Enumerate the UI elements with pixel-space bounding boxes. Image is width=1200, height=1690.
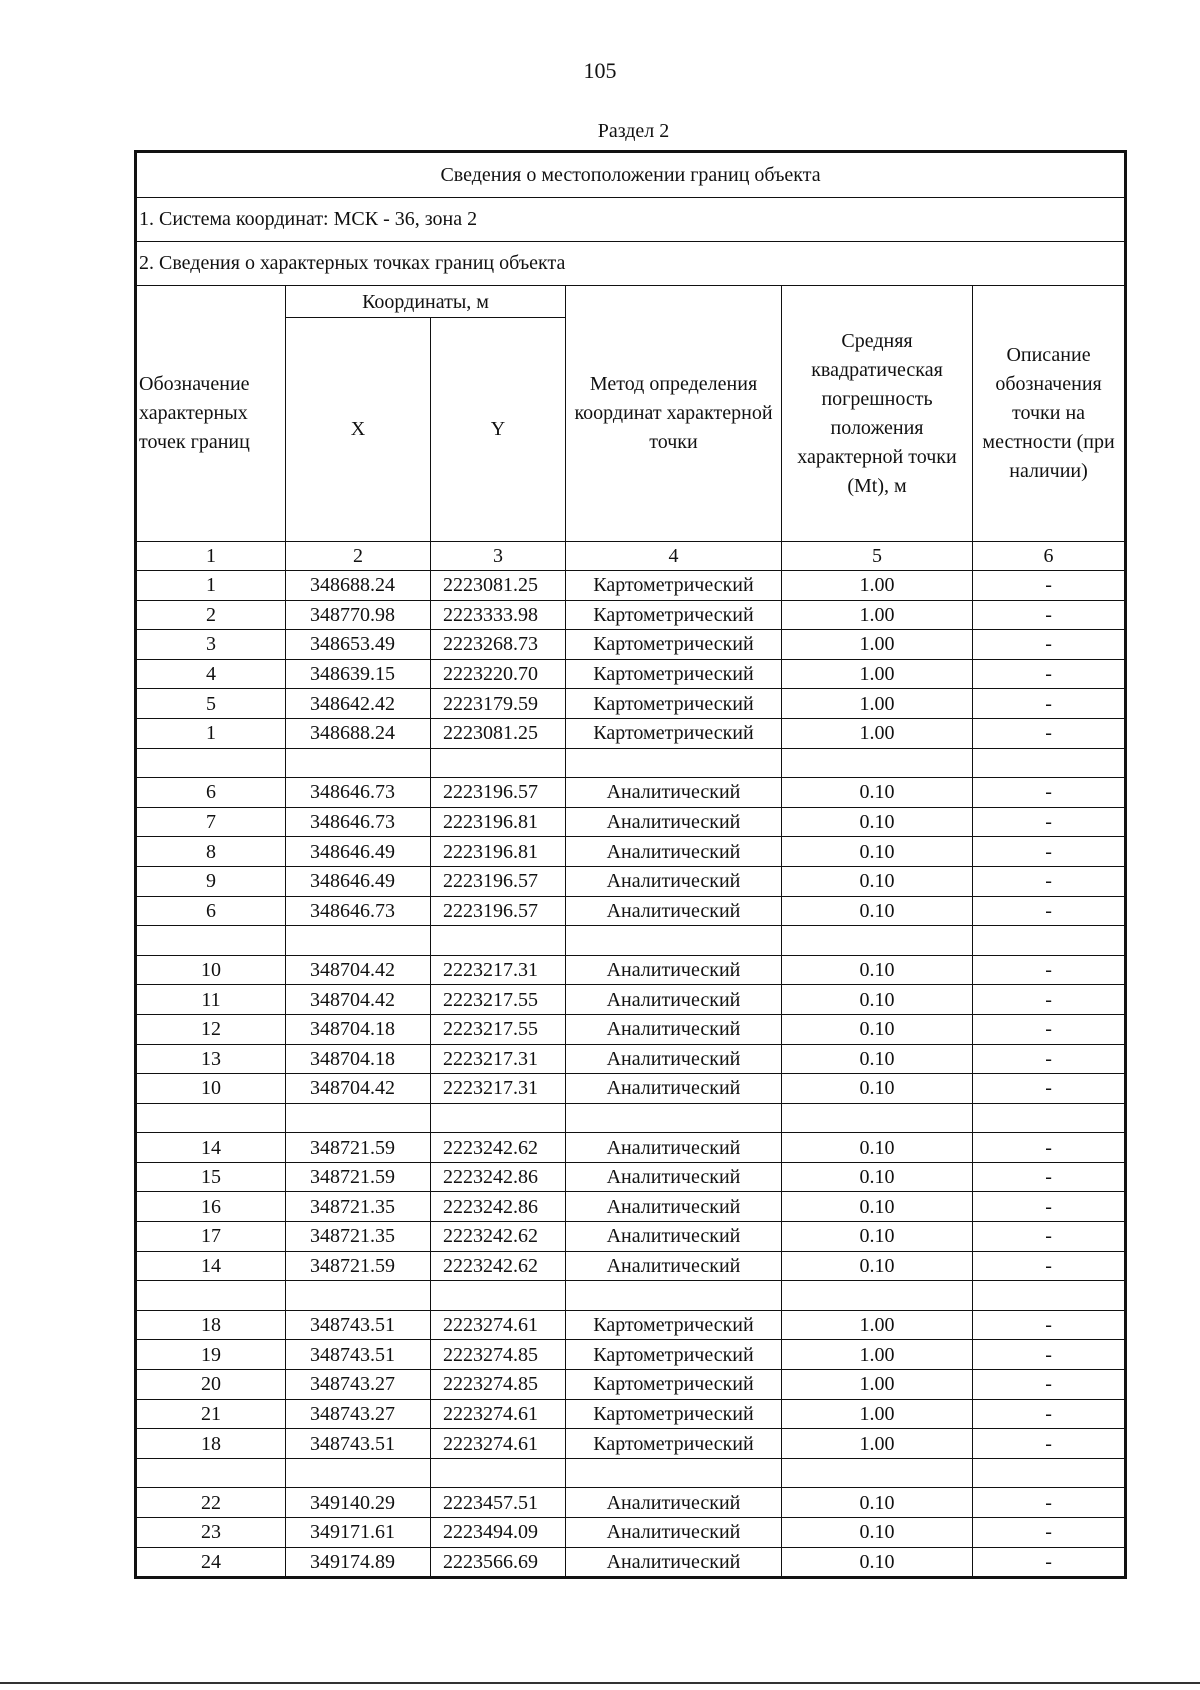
y-coordinate: 2223196.57 <box>431 866 566 896</box>
description-cell: - <box>973 1429 1125 1459</box>
y-coordinate: 2223196.81 <box>431 807 566 837</box>
error-cell: 0.10 <box>782 1251 973 1281</box>
y-coordinate: 2223217.55 <box>431 1014 566 1044</box>
x-coordinate: 348721.35 <box>286 1222 431 1252</box>
method-cell: Аналитический <box>566 1074 782 1104</box>
x-coordinate: 348743.27 <box>286 1370 431 1400</box>
coordinate-system: 1. Система координат: МСК - 36, зона 2 <box>137 198 1125 242</box>
point-designation: 17 <box>137 1222 286 1252</box>
y-coordinate: 2223196.57 <box>431 896 566 926</box>
description-cell: - <box>973 1370 1125 1400</box>
empty-cell <box>973 926 1125 956</box>
error-cell: 0.10 <box>782 1192 973 1222</box>
point-designation: 14 <box>137 1133 286 1163</box>
method-cell: Аналитический <box>566 1251 782 1281</box>
method-cell: Аналитический <box>566 896 782 926</box>
column-numbers-row <box>137 542 1125 571</box>
method-cell: Аналитический <box>566 985 782 1015</box>
method-cell: Картометрический <box>566 1429 782 1459</box>
x-coordinate: 348721.59 <box>286 1251 431 1281</box>
table-row <box>137 718 1125 748</box>
table-row <box>137 1074 1125 1104</box>
description-cell: - <box>973 1251 1125 1281</box>
method-cell: Аналитический <box>566 778 782 808</box>
x-coordinate: 349171.61 <box>286 1518 431 1548</box>
table-row <box>137 1399 1125 1429</box>
empty-cell <box>973 748 1125 778</box>
table-row <box>137 1518 1125 1548</box>
x-coordinate: 348646.73 <box>286 807 431 837</box>
table-row <box>137 1222 1125 1252</box>
x-coordinate: 348721.59 <box>286 1133 431 1163</box>
error-cell: 0.10 <box>782 1014 973 1044</box>
point-designation: 10 <box>137 1074 286 1104</box>
y-coordinate: 2223274.61 <box>431 1310 566 1340</box>
method-cell: Картометрический <box>566 659 782 689</box>
empty-cell <box>431 926 566 956</box>
point-designation: 21 <box>137 1399 286 1429</box>
point-designation: 22 <box>137 1488 286 1518</box>
x-coordinate: 348704.18 <box>286 1014 431 1044</box>
error-cell: 0.10 <box>782 1044 973 1074</box>
method-cell: Аналитический <box>566 1162 782 1192</box>
error-cell: 1.00 <box>782 571 973 601</box>
x-coordinate: 349174.89 <box>286 1547 431 1577</box>
table-row <box>137 659 1125 689</box>
points-header: 2. Сведения о характерных точках границ объекта <box>137 242 1125 286</box>
table-row <box>137 1429 1125 1459</box>
table-row <box>137 571 1125 601</box>
error-cell: 1.00 <box>782 718 973 748</box>
point-designation: 18 <box>137 1429 286 1459</box>
empty-cell <box>973 1458 1125 1488</box>
method-cell: Картометрический <box>566 1340 782 1370</box>
x-coordinate: 348743.27 <box>286 1399 431 1429</box>
description-cell: - <box>973 866 1125 896</box>
point-designation: 1 <box>137 718 286 748</box>
point-designation: 6 <box>137 896 286 926</box>
column-method-header: Метод определения координат характерной точки <box>566 286 782 542</box>
error-cell: 0.10 <box>782 1518 973 1548</box>
x-coordinate: 348688.24 <box>286 718 431 748</box>
error-cell: 0.10 <box>782 866 973 896</box>
y-coordinate: 2223196.81 <box>431 837 566 867</box>
empty-cell <box>566 926 782 956</box>
description-cell: - <box>973 718 1125 748</box>
empty-cell <box>137 1103 286 1133</box>
empty-cell <box>973 1103 1125 1133</box>
y-coordinate: 2223242.62 <box>431 1133 566 1163</box>
y-coordinate: 2223274.85 <box>431 1370 566 1400</box>
method-cell: Картометрический <box>566 1370 782 1400</box>
y-coordinate: 2223242.62 <box>431 1222 566 1252</box>
description-cell: - <box>973 807 1125 837</box>
description-cell: - <box>973 1014 1125 1044</box>
table-row <box>137 1310 1125 1340</box>
column-designation-header: Обозначение характерных точек границ <box>137 286 286 542</box>
point-designation: 6 <box>137 778 286 808</box>
method-cell: Аналитический <box>566 1133 782 1163</box>
column-number: 3 <box>431 542 566 571</box>
empty-cell <box>286 1103 431 1133</box>
y-coordinate: 2223242.86 <box>431 1162 566 1192</box>
x-coordinate: 348743.51 <box>286 1310 431 1340</box>
separator-row <box>137 1103 1125 1133</box>
method-cell: Аналитический <box>566 1222 782 1252</box>
separator-row <box>137 926 1125 956</box>
table-row <box>137 1340 1125 1370</box>
column-number: 2 <box>286 542 431 571</box>
error-cell: 0.10 <box>782 837 973 867</box>
description-cell: - <box>973 1488 1125 1518</box>
error-cell: 1.00 <box>782 600 973 630</box>
error-cell: 0.10 <box>782 778 973 808</box>
y-coordinate: 2223274.61 <box>431 1429 566 1459</box>
description-cell: - <box>973 1162 1125 1192</box>
empty-cell <box>782 1103 973 1133</box>
point-designation: 24 <box>137 1547 286 1577</box>
empty-cell <box>137 926 286 956</box>
error-cell: 1.00 <box>782 1310 973 1340</box>
point-designation: 11 <box>137 985 286 1015</box>
description-cell: - <box>973 689 1125 719</box>
y-coordinate: 2223196.57 <box>431 778 566 808</box>
method-cell: Аналитический <box>566 1192 782 1222</box>
empty-cell <box>566 1458 782 1488</box>
x-coordinate: 348704.18 <box>286 1044 431 1074</box>
method-cell: Картометрический <box>566 600 782 630</box>
table-row <box>137 1133 1125 1163</box>
point-designation: 8 <box>137 837 286 867</box>
empty-cell <box>137 1458 286 1488</box>
description-cell: - <box>973 1547 1125 1577</box>
point-designation: 10 <box>137 955 286 985</box>
column-number: 5 <box>782 542 973 571</box>
method-cell: Картометрический <box>566 718 782 748</box>
separator-row <box>137 1458 1125 1488</box>
x-coordinate: 348704.42 <box>286 955 431 985</box>
error-cell: 1.00 <box>782 1370 973 1400</box>
table-row <box>137 1044 1125 1074</box>
empty-cell <box>431 1281 566 1311</box>
table-row <box>137 1547 1125 1577</box>
y-coordinate: 2223274.61 <box>431 1399 566 1429</box>
x-coordinate: 349140.29 <box>286 1488 431 1518</box>
method-cell: Картометрический <box>566 630 782 660</box>
empty-cell <box>782 1458 973 1488</box>
empty-cell <box>286 1281 431 1311</box>
error-cell: 0.10 <box>782 1133 973 1163</box>
table-row <box>137 1014 1125 1044</box>
error-cell: 0.10 <box>782 1222 973 1252</box>
error-cell: 0.10 <box>782 807 973 837</box>
point-designation: 20 <box>137 1370 286 1400</box>
point-designation: 14 <box>137 1251 286 1281</box>
error-cell: 0.10 <box>782 985 973 1015</box>
error-cell: 1.00 <box>782 1340 973 1370</box>
empty-cell <box>431 1458 566 1488</box>
y-coordinate: 2223566.69 <box>431 1547 566 1577</box>
table-row <box>137 807 1125 837</box>
point-designation: 12 <box>137 1014 286 1044</box>
empty-cell <box>782 926 973 956</box>
description-cell: - <box>973 600 1125 630</box>
y-coordinate: 2223217.55 <box>431 985 566 1015</box>
y-coordinate: 2223217.31 <box>431 1044 566 1074</box>
x-coordinate: 348646.73 <box>286 778 431 808</box>
description-cell: - <box>973 1340 1125 1370</box>
method-cell: Аналитический <box>566 1044 782 1074</box>
x-coordinate: 348646.73 <box>286 896 431 926</box>
table-row <box>137 896 1125 926</box>
empty-cell <box>973 1281 1125 1311</box>
error-cell: 0.10 <box>782 896 973 926</box>
table-row <box>137 866 1125 896</box>
y-coordinate: 2223179.59 <box>431 689 566 719</box>
column-y-header: Y <box>431 318 566 542</box>
table-row <box>137 985 1125 1015</box>
table-row <box>137 1162 1125 1192</box>
section-title: Раздел 2 <box>597 120 670 142</box>
method-cell: Картометрический <box>566 571 782 601</box>
empty-cell <box>286 1458 431 1488</box>
y-coordinate: 2223217.31 <box>431 1074 566 1104</box>
column-number: 6 <box>973 542 1125 571</box>
empty-cell <box>566 1281 782 1311</box>
point-designation: 15 <box>137 1162 286 1192</box>
table-title: Сведения о местоположении границ объекта <box>137 153 1125 198</box>
description-cell: - <box>973 1222 1125 1252</box>
error-cell: 1.00 <box>782 659 973 689</box>
method-cell: Аналитический <box>566 1547 782 1577</box>
table-row <box>137 1251 1125 1281</box>
method-cell: Картометрический <box>566 1399 782 1429</box>
y-coordinate: 2223217.31 <box>431 955 566 985</box>
error-cell: 0.10 <box>782 955 973 985</box>
method-cell: Картометрический <box>566 689 782 719</box>
y-coordinate: 2223081.25 <box>431 571 566 601</box>
description-cell: - <box>973 571 1125 601</box>
table-row <box>137 1192 1125 1222</box>
point-designation: 19 <box>137 1340 286 1370</box>
y-coordinate: 2223242.62 <box>431 1251 566 1281</box>
error-cell: 0.10 <box>782 1547 973 1577</box>
point-designation: 2 <box>137 600 286 630</box>
description-cell: - <box>973 1074 1125 1104</box>
point-designation: 23 <box>137 1518 286 1548</box>
x-coordinate: 348770.98 <box>286 600 431 630</box>
table-row <box>137 837 1125 867</box>
description-cell: - <box>973 1310 1125 1340</box>
description-cell: - <box>973 630 1125 660</box>
error-cell: 0.10 <box>782 1162 973 1192</box>
point-designation: 16 <box>137 1192 286 1222</box>
table-row <box>137 1488 1125 1518</box>
table-row <box>137 778 1125 808</box>
point-designation: 13 <box>137 1044 286 1074</box>
description-cell: - <box>973 778 1125 808</box>
method-cell: Аналитический <box>566 955 782 985</box>
method-cell: Аналитический <box>566 837 782 867</box>
empty-cell <box>431 1103 566 1133</box>
description-cell: - <box>973 659 1125 689</box>
point-designation: 18 <box>137 1310 286 1340</box>
x-coordinate: 348721.59 <box>286 1162 431 1192</box>
x-coordinate: 348704.42 <box>286 985 431 1015</box>
error-cell: 1.00 <box>782 1399 973 1429</box>
y-coordinate: 2223494.09 <box>431 1518 566 1548</box>
description-cell: - <box>973 1044 1125 1074</box>
x-coordinate: 348743.51 <box>286 1340 431 1370</box>
description-cell: - <box>973 1192 1125 1222</box>
x-coordinate: 348639.15 <box>286 659 431 689</box>
x-coordinate: 348704.42 <box>286 1074 431 1104</box>
x-coordinate: 348653.49 <box>286 630 431 660</box>
error-cell: 0.10 <box>782 1074 973 1104</box>
description-cell: - <box>973 1518 1125 1548</box>
method-cell: Аналитический <box>566 1518 782 1548</box>
error-cell: 1.00 <box>782 689 973 719</box>
separator-row <box>137 1281 1125 1311</box>
column-x-header: X <box>286 318 431 542</box>
method-cell: Аналитический <box>566 807 782 837</box>
point-designation: 3 <box>137 630 286 660</box>
method-cell: Аналитический <box>566 866 782 896</box>
point-designation: 7 <box>137 807 286 837</box>
error-cell: 1.00 <box>782 1429 973 1459</box>
error-cell: 0.10 <box>782 1488 973 1518</box>
boundary-coordinates-table <box>136 152 1125 1577</box>
description-cell: - <box>973 896 1125 926</box>
empty-cell <box>431 748 566 778</box>
column-description-header: Описание обозначения точки на местности (при наличии) <box>973 286 1125 542</box>
empty-cell <box>286 926 431 956</box>
y-coordinate: 2223274.85 <box>431 1340 566 1370</box>
error-cell: 1.00 <box>782 630 973 660</box>
point-designation: 9 <box>137 866 286 896</box>
empty-cell <box>566 1103 782 1133</box>
column-number: 1 <box>137 542 286 571</box>
point-designation: 5 <box>137 689 286 719</box>
column-number: 4 <box>566 542 782 571</box>
point-designation: 4 <box>137 659 286 689</box>
point-designation: 1 <box>137 571 286 601</box>
x-coordinate: 348743.51 <box>286 1429 431 1459</box>
description-cell: - <box>973 837 1125 867</box>
y-coordinate: 2223268.73 <box>431 630 566 660</box>
column-coordinates-header: Координаты, м <box>286 286 566 318</box>
page-number: 105 <box>583 58 617 83</box>
description-cell: - <box>973 1399 1125 1429</box>
x-coordinate: 348688.24 <box>286 571 431 601</box>
description-cell: - <box>973 985 1125 1015</box>
empty-cell <box>566 748 782 778</box>
y-coordinate: 2223220.70 <box>431 659 566 689</box>
empty-cell <box>286 748 431 778</box>
empty-cell <box>137 1281 286 1311</box>
method-cell: Аналитический <box>566 1488 782 1518</box>
y-coordinate: 2223242.86 <box>431 1192 566 1222</box>
separator-row <box>137 748 1125 778</box>
description-cell: - <box>973 1133 1125 1163</box>
method-cell: Картометрический <box>566 1310 782 1340</box>
empty-cell <box>137 748 286 778</box>
table-row <box>137 630 1125 660</box>
column-error-header: Средняя квадратическая погрешность положения характерной точки (Mt), м <box>782 286 973 542</box>
y-coordinate: 2223081.25 <box>431 718 566 748</box>
table-row <box>137 955 1125 985</box>
table-row <box>137 600 1125 630</box>
bottom-rule <box>0 1682 1200 1684</box>
x-coordinate: 348646.49 <box>286 866 431 896</box>
x-coordinate: 348721.35 <box>286 1192 431 1222</box>
y-coordinate: 2223333.98 <box>431 600 566 630</box>
table-row <box>137 689 1125 719</box>
empty-cell <box>782 748 973 778</box>
y-coordinate: 2223457.51 <box>431 1488 566 1518</box>
method-cell: Аналитический <box>566 1014 782 1044</box>
x-coordinate: 348646.49 <box>286 837 431 867</box>
empty-cell <box>782 1281 973 1311</box>
table-row <box>137 1370 1125 1400</box>
description-cell: - <box>973 955 1125 985</box>
x-coordinate: 348642.42 <box>286 689 431 719</box>
